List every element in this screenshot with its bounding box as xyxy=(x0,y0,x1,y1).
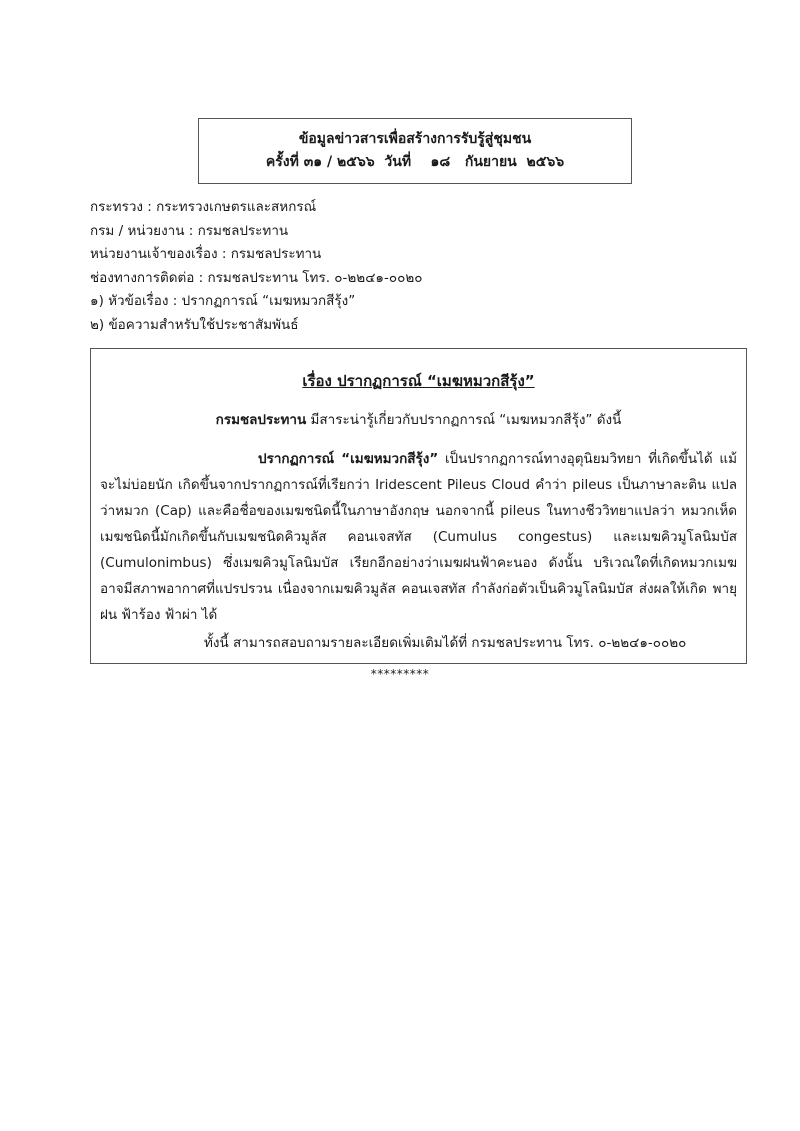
info-topic: ๑) หัวข้อเรื่อง : ปรากฏการณ์ “เมฆหมวกสีรุ้ง” xyxy=(90,293,356,310)
content-box xyxy=(90,348,747,664)
paragraph-bold: ปรากฏการณ์ “เมฆหมวกสีรุ้ง” xyxy=(258,451,439,467)
content-subject: เรื่อง ปรากฏการณ์ “เมฆหมวกสีรุ้ง” xyxy=(302,372,535,390)
footer-stars: ********* xyxy=(370,667,430,681)
content-paragraph xyxy=(100,446,737,628)
paragraph-rest: เป็นปรากฏการณ์ทางอุตุนิยมวิทยา ที่เกิดขึ้นได้ แม้จะไม่บ่อยนัก เกิดขึ้นจากปรากฏการณ์ที่เรียกว่า Iridescent Pileus Cloud คำว่า pileus เป็นภาษาละติน แปลว่าหมวก (Cap) และคือชื่อของเมฆชนิดนี้ในภาษาอังกฤษ นอกจากนี้ pileus ในทางชีววิทยาแปลว่า หมวกเห็ด เมฆชนิดนี้มักเกิดขึ้นกับเมฆชนิดคิวมูลัส คอนเจสทัส (Cumulus congestus) และเมฆคิวมูโลนิมบัส (Cumulonimbus) ซึ่งเมฆคิวมูโลนิมบัส เรียกอีกอย่างว่าเมฆฝนฟ้าคะนอง ดังนั้น บริเวณใดที่เกิดหมวกเมฆ อาจมีสภาพอากาศที่แปรปรวน เนื่องจากเมฆคิวมูลัส คอนเจสทัส กำลังก่อตัวเป็นคิวมูโลนิมบัส ส่งผลให้เกิด พายุฝน ฟ้าร้อง ฟ้าผ่า ได้ xyxy=(100,451,737,623)
header-box xyxy=(198,118,632,184)
intro-rest: มีสาระน่ารู้เกี่ยวกับปรากฏการณ์ “เมฆหมวกสีรุ้ง” ดังนี้ xyxy=(306,412,622,428)
content-contact-line: ทั้งนี้ สามารถสอบถามรายละเอียดเพิ่มเติมได้ที่ กรมชลประทาน โทร. ๐-๒๒๔๑-๐๐๒๐ xyxy=(204,635,687,651)
info-owner-unit: หน่วยงานเจ้าของเรื่อง : กรมชลประทาน xyxy=(90,246,322,263)
info-department: กรม / หน่วยงาน : กรมชลประทาน xyxy=(90,222,289,239)
info-list xyxy=(90,196,422,338)
content-intro xyxy=(100,407,737,433)
header-issue-line: ครั้งที่ ๓๑ / ๒๕๖๖ วันที่ ๑๘ กันยายน ๒๕๖๖ xyxy=(265,154,565,170)
intro-bold: กรมชลประทาน xyxy=(215,412,307,428)
info-ministry: กระทรวง : กระทรวงเกษตรและสหกรณ์ xyxy=(90,199,317,215)
header-title: ข้อมูลข่าวสารเพื่อสร้างการรับรู้สู่ชุมชน xyxy=(298,131,532,147)
info-contact-channel: ช่องทางการติดต่อ : กรมชลประทาน โทร. ๐-๒๒๔๑-๐๐๒๐ xyxy=(90,269,423,286)
info-pr-message: ๒) ข้อความสำหรับใช้ประชาสัมพันธ์ xyxy=(90,316,299,333)
